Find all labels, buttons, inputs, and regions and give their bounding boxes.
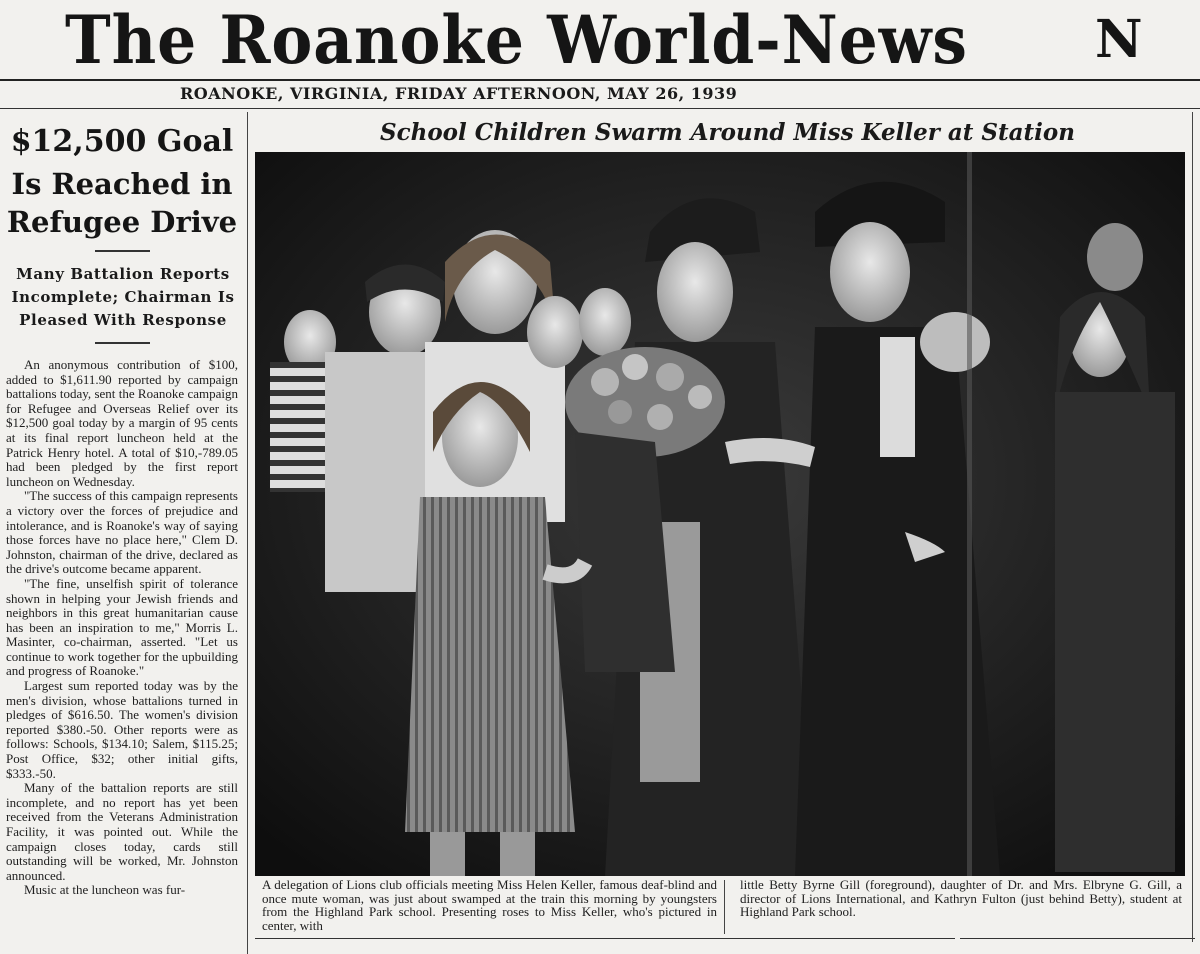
- adjacent-column-edge: [1192, 112, 1200, 942]
- story-paragraph: "The fine, unselfish spirit of tolerance shown in helping your Jewish friends and neighbors in this great humanitarian cause has been an inspiration to me," Morris L. Masinter, co-chairman, asserted. "Let us continue to work together for the upbuilding and progress of Roanoke.": [6, 575, 238, 679]
- bottom-rule: [255, 938, 955, 939]
- photo-headline: School Children Swarm Around Miss Keller at Station: [380, 119, 1075, 146]
- deck-rule: [95, 342, 150, 344]
- story-paragraph: Music at the luncheon was fur-: [24, 882, 186, 898]
- bottom-rule-right: [960, 938, 1195, 939]
- story-deck-line-2: Incomplete; Chairman Is: [11, 288, 235, 306]
- column-divider: [247, 112, 248, 954]
- photo-caption-right: little Betty Byrne Gill (foreground), daughter of Dr. and Mrs. Elbryne G. Gill, a director of Lions International, and Kathryn Fulton (just behind Betty), student at Highland Park school.: [740, 877, 1182, 920]
- story-paragraph: "The success of this campaign represents a victory over the forces of prejudice and intolerance, and is Roanoke's way of saying those forces have no place here," Clem D. Johnston, chairman of the drive, declared as the drive's outcome became apparent.: [6, 488, 238, 577]
- masthead-title: The Roanoke World-News: [65, 2, 968, 78]
- photo-illustration: [255, 152, 1185, 876]
- story-paragraph: Largest sum reported today was by the men's division, whose battalions turned in pledges of $616.50. The women's division reported $380.-50. Other reports were as follows: Schools, $134.10; Salem, $115.25; Post Office, $32; other initial gifts, $333.-50.: [6, 678, 238, 781]
- caption-divider: [724, 880, 725, 934]
- story-headline-line-2: Is Reached in: [11, 167, 233, 201]
- story-body: [6, 358, 238, 898]
- dateline-rule: [0, 108, 1200, 109]
- story-headline-line-1: $12,500 Goal: [10, 124, 234, 159]
- story-paragraph: Many of the battalion reports are still incomplete, and no report has yet been received from the Veterans Administration Facility, it was pointed out. While the campaign closes today, cards still outstanding will be worked, Mr. Johnston announced.: [6, 780, 238, 883]
- story-deck-line-1: Many Battalion Reports: [16, 265, 230, 283]
- news-photograph: [255, 152, 1185, 876]
- story-paragraph: An anonymous contribution of $100, added to $1,611.90 reported by campaign battalions today, sent the Roanoke campaign for Refugee and Overseas Relief over its $12,500 goal today by a margin of 95 cents at its final report luncheon held at the Patrick Henry hotel. A total of $10,-789.05 had been pledged by the first report luncheon on Wednesday.: [6, 357, 238, 489]
- story-deck-line-3: Pleased With Response: [19, 311, 227, 329]
- photo-caption-left: A delegation of Lions club officials meeting Miss Helen Keller, famous deaf-blind and once mute woman, was just about swamped at the train this morning by youngsters from the Highland Park school. Presenting roses to Miss Keller, who's pictured in center, with: [262, 877, 717, 933]
- masthead-rule: [0, 79, 1200, 81]
- dateline: ROANOKE, VIRGINIA, FRIDAY AFTERNOON, MAY 26, 1939: [180, 84, 738, 103]
- masthead-fragment: N: [1095, 9, 1144, 70]
- masthead: [40, 2, 1190, 78]
- story-headline-line-3: Refugee Drive: [6, 205, 238, 239]
- headline-rule: [95, 250, 150, 252]
